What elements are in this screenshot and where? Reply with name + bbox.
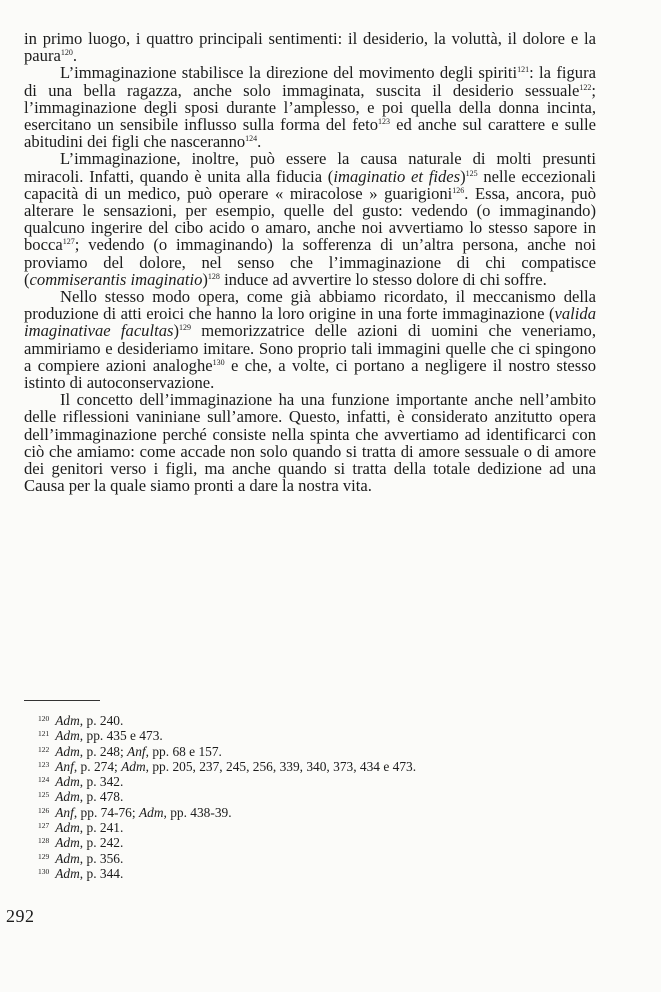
paragraph bbox=[24, 30, 596, 64]
italic-text: Adm bbox=[55, 713, 80, 728]
italic-text: Anf bbox=[55, 804, 74, 820]
text-run: e che, a volte, ci portano a negligere il nostro stesso istinto di autoconservazione. bbox=[24, 355, 597, 393]
text-run: , pp. 68 e 157. bbox=[145, 743, 222, 759]
text-run: : la figura di una bella ragazza, anche solo immaginata, suscita il desiderio sessuale bbox=[24, 63, 596, 100]
italic-text: Adm bbox=[55, 728, 80, 744]
text-run: , p. 242. bbox=[79, 835, 124, 851]
text-run: . Essa, ancora, può alterare le sensazioni, per esempio, quelle del gusto: vedendo (o immaginando) qualcuno ingerire del cibo acido o amaro, anche noi avvertiamo lo stesso sapore in bocca bbox=[24, 183, 596, 255]
footnote-ref: 122 bbox=[579, 82, 592, 92]
text-run: , p. 344. bbox=[79, 865, 124, 881]
footnote bbox=[38, 851, 578, 866]
footnotes bbox=[38, 713, 578, 881]
page-number: 292 bbox=[6, 906, 35, 926]
footnote-separator bbox=[24, 700, 100, 701]
text-run: in primo luogo, i quattro principali sentimenti: il desiderio, la voluttà, il dolore e la paura bbox=[24, 29, 596, 66]
footnote bbox=[38, 759, 578, 774]
footnote-ref: 123 bbox=[378, 117, 391, 127]
italic-text: Adm bbox=[55, 865, 80, 881]
italic-text: Adm bbox=[55, 835, 80, 851]
footnote bbox=[38, 820, 578, 835]
italic-text: commiserantis imaginatio bbox=[29, 269, 203, 289]
footnote bbox=[38, 728, 578, 743]
footnote-number: 127 bbox=[38, 821, 50, 831]
footnote-ref: 120 bbox=[60, 48, 73, 58]
text-run: , p. 248; bbox=[79, 743, 128, 759]
text-run: , p. 274; bbox=[73, 758, 122, 774]
footnote-number: 125 bbox=[38, 790, 50, 800]
footnote-number: 126 bbox=[38, 805, 50, 815]
footnote bbox=[38, 835, 578, 850]
text-run: ) bbox=[460, 166, 466, 186]
footnote-number: 124 bbox=[38, 775, 50, 785]
text-run: , pp. 74-76; bbox=[73, 804, 139, 820]
text-run: , pp. 435 e 473. bbox=[79, 728, 163, 744]
text-run: . bbox=[257, 132, 262, 152]
text-run: , pp. 205, 237, 245, 256, 339, 340, 373, 434 e 473. bbox=[145, 758, 417, 774]
footnote-ref: 121 bbox=[517, 65, 530, 75]
footnote bbox=[38, 744, 578, 759]
footnote-number: 128 bbox=[38, 836, 50, 846]
paragraph bbox=[24, 150, 596, 288]
footnote-number: 121 bbox=[38, 729, 50, 739]
text-run: memorizzatrice delle azioni di uomini che veneriamo, ammiriamo e desideriamo imitare. Sono proprio tali immagini quelle che ci spingono a compiere azioni analoghe bbox=[24, 321, 596, 375]
paragraph bbox=[24, 288, 596, 391]
body-text bbox=[24, 30, 596, 494]
footnote-ref: 126 bbox=[452, 185, 465, 195]
footnote bbox=[38, 789, 578, 804]
text-run: ; l’immaginazione degli sposi durante l’amplesso, e poi quella della donna incinta, esercitano un sensibile influsso sulla forma del feto bbox=[24, 80, 596, 135]
text-run: , p. 240. bbox=[79, 713, 124, 728]
text-run: , p. 342. bbox=[79, 774, 124, 790]
paragraph bbox=[24, 391, 596, 494]
footnote bbox=[38, 805, 578, 820]
footnote-ref: 127 bbox=[62, 237, 75, 247]
text-run: , pp. 438-39. bbox=[163, 804, 232, 820]
text-run: Nello stesso modo opera, come già abbiamo ricordato, il meccanismo della produzione di atti eroici che hanno la loro origine in una forte immaginazione ( bbox=[24, 287, 596, 324]
text-run: , p. 356. bbox=[79, 850, 124, 866]
italic-text: Adm bbox=[55, 789, 80, 805]
footnote bbox=[38, 774, 578, 789]
text-run: ; vedendo (o immaginando) la sofferenza di un’altra persona, anche noi proviamo del dolore, nel senso che l’immaginazione di chi compatisce ( bbox=[24, 235, 596, 289]
italic-text: Anf bbox=[55, 758, 74, 774]
footnote-number: 130 bbox=[38, 866, 50, 876]
text-run: induce ad avvertire lo stesso dolore di chi soffre. bbox=[219, 269, 547, 289]
footnote-ref: 124 bbox=[245, 134, 258, 144]
italic-text: Adm bbox=[121, 758, 146, 774]
text-run: nelle eccezionali capacità di un medico, può operare « miracolose » guarigioni bbox=[24, 166, 596, 203]
footnote-ref: 125 bbox=[465, 168, 478, 178]
text-run: . bbox=[72, 46, 78, 66]
text-run: L’immaginazione stabilisce la direzione del movimento degli spiriti bbox=[60, 63, 518, 83]
italic-text: imaginatio et fides bbox=[333, 166, 461, 186]
footnote bbox=[38, 866, 578, 881]
footnote bbox=[38, 713, 578, 728]
italic-text: Adm bbox=[55, 850, 80, 866]
text-run: Il concetto dell’immaginazione ha una funzione importante anche nell’ambito delle riflessioni vaniniane sull’amore. Questo, infatti, è considerato anzitutto opera dell’immaginazione perché consiste nella spinta che avvertiamo ad identificarci con ciò che amiamo: come accade non solo quando si tratta di amore sessuale o di amore dei genitori verso i figli, ma anche quando si tratta della totale dedizione ad una Causa per la quale siamo pronti a dare la nostra vita. bbox=[24, 390, 596, 496]
footnote-ref: 129 bbox=[178, 323, 191, 333]
footnote-ref: 130 bbox=[212, 357, 225, 367]
footnote-number: 123 bbox=[38, 759, 50, 769]
text-run: ) bbox=[173, 321, 179, 341]
italic-text: Adm bbox=[138, 804, 164, 820]
italic-text: Anf bbox=[127, 743, 146, 759]
text-run: , p. 241. bbox=[79, 820, 124, 836]
paragraph bbox=[24, 64, 596, 150]
footnote-number: 120 bbox=[38, 714, 50, 723]
italic-text: Adm bbox=[55, 820, 80, 836]
footnote-number: 129 bbox=[38, 851, 50, 861]
italic-text: valida imaginativae facultas bbox=[24, 304, 596, 341]
text-run: ed anche sul carattere e sulle abitudini dei figli che nasceranno bbox=[24, 115, 596, 152]
text-run: L’immaginazione, inoltre, può essere la causa naturale di molti presunti miracoli. Infatti, quando è unita alla fiducia ( bbox=[24, 149, 596, 186]
text-run: ) bbox=[202, 269, 208, 289]
text-run: , p. 478. bbox=[79, 789, 124, 805]
italic-text: Adm bbox=[55, 774, 80, 790]
italic-text: Adm bbox=[55, 743, 80, 759]
footnote-ref: 128 bbox=[207, 271, 220, 281]
footnote-number: 122 bbox=[38, 744, 50, 754]
